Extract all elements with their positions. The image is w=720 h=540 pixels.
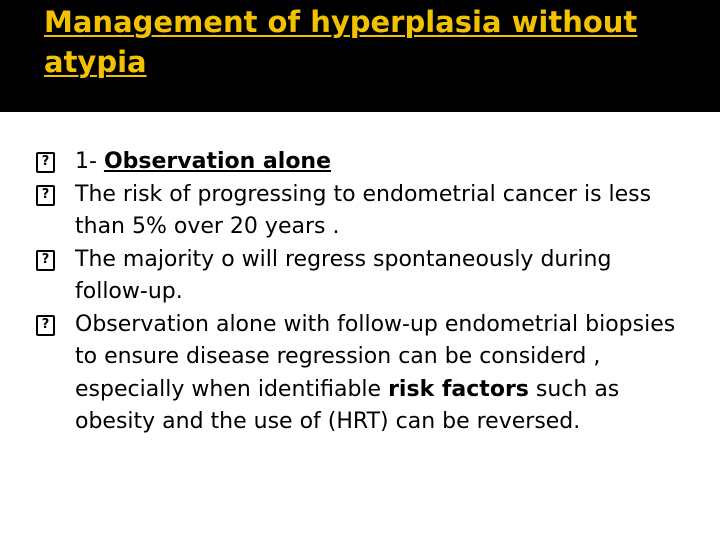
bullet-text: 1- bbox=[75, 149, 104, 174]
title-bar bbox=[0, 0, 720, 112]
bullet-text: The risk of progressing to endometrial cancer is less than 5% over 20 years . bbox=[75, 181, 652, 239]
bullet-text: Observation alone with follow-up endometrial biopsies to ensure disease regression can be considerd , especially when identifiable bbox=[75, 311, 676, 402]
slide-title: Management of hyperplasia without atypia bbox=[44, 5, 638, 79]
bullet-heading-emphasis: Observation alone bbox=[103, 149, 332, 174]
bullet-emphasis-risk-factors: risk factors bbox=[388, 376, 529, 402]
slide-content bbox=[36, 146, 686, 439]
missing-glyph-box-icon bbox=[36, 185, 55, 206]
bullet-item-spontaneous-regression bbox=[36, 244, 686, 309]
bullet-item-observation-with-biopsies bbox=[36, 309, 686, 439]
missing-glyph-box-icon bbox=[36, 250, 55, 271]
bullet-text: The majority o will regress spontaneously during follow-up. bbox=[75, 246, 612, 304]
bullet-text: such as obesity and the use of (HRT) can be reversed. bbox=[75, 376, 620, 434]
bullet-item-observation-alone bbox=[36, 146, 686, 179]
missing-glyph-box-icon bbox=[36, 152, 55, 173]
bullet-item-risk-of-progression bbox=[36, 179, 686, 244]
missing-glyph-box-icon bbox=[36, 315, 55, 336]
